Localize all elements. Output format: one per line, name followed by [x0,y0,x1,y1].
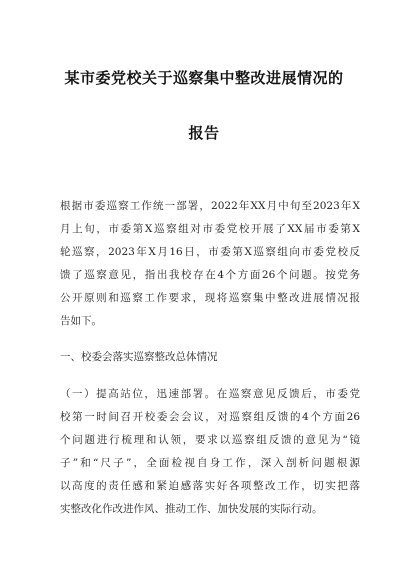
paragraph-line: （一）提高站位，迅速部署。在巡察意见反馈后，市委党 [60,388,360,400]
document-title-line-1: 某市委党校关于巡察集中整改进展情况的 [64,69,344,87]
paragraph-line: 馈了巡察意见，指出我校存在4个方面26个问题。按党务 [60,269,360,281]
paragraph-line: 根据市委巡察工作统一部署，2022年XX月中旬至2023年X [60,200,360,212]
paragraph-line: 公开原则和巡察工作要求，现将巡察集中整改进展情况报 [60,292,360,304]
paragraph-line: 校第一时间召开校委会会议，对巡察组反馈的4个方面26 [60,411,360,423]
paragraph-line: 以高度的责任感和紧迫感落实好各项整改工作，切实把落 [60,480,360,492]
section-heading: 一、校委会落实巡察整改总体情况 [60,351,218,363]
paragraph-line: 月上旬，市委第X巡察组对市委党校开展了XX届市委第X [60,223,360,235]
paragraph-line: 实整改化作改进作风、推动工作、加快发展的实际行动。 [60,503,323,515]
document-title-line-2: 报告 [188,124,220,142]
paragraph-line: 告如下。 [60,315,102,327]
paragraph-line: 轮巡察，2023年X月16日，市委第X巡察组向市委党校反 [60,246,360,258]
paragraph-line: 子”和“尺子”，全面检视自身工作，深入剖析问题根源 [60,457,360,469]
paragraph-line: 个问题进行梳理和认领，要求以巡察组反馈的意见为“镜 [60,434,360,446]
